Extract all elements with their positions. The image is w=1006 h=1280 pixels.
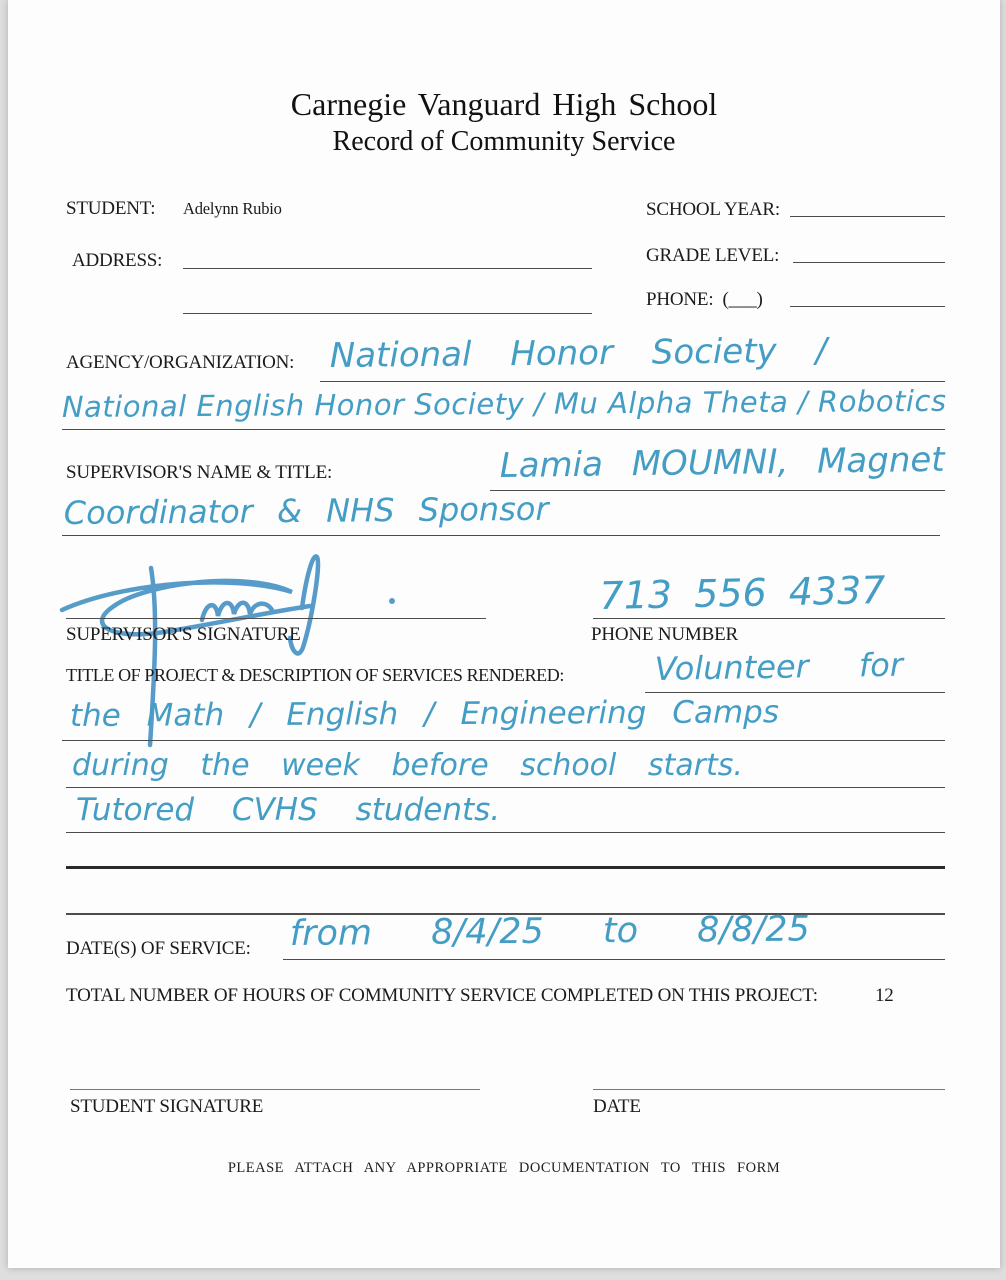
supervisor-line-1-rule (490, 490, 945, 491)
scanned-form-page (8, 0, 1000, 1268)
grade-level-label: GRADE LEVEL: (646, 245, 780, 266)
supervisor-name-title-label: SUPERVISOR'S NAME & TITLE: (66, 462, 333, 483)
phone-number-line (593, 618, 945, 619)
agency-line-2-rule (62, 429, 945, 430)
agency-handwriting-line1: National Honor Society / (329, 330, 828, 376)
project-handwriting-line2: the Math / English / Engineering Camps (69, 694, 780, 734)
project-handwriting-line3: during the week before school starts. (72, 748, 743, 783)
student-signature-line (70, 1089, 480, 1090)
student-name-value: Adelynn Rubio (183, 199, 282, 218)
supervisor-line-2-rule (62, 535, 940, 536)
footer-instruction: PLEASE ATTACH ANY APPROPRIATE DOCUMENTATION TO THIS FORM (227, 1160, 781, 1176)
address-label: ADDRESS: (72, 250, 163, 271)
project-handwriting-line4: Tutored CVHS students. (76, 792, 501, 828)
total-hours-value: 12 (875, 985, 894, 1006)
phone-label (646, 289, 763, 311)
dates-of-service-handwriting: from 8/4/25 to 8/8/25 (289, 909, 811, 954)
grade-level-line (793, 262, 945, 263)
student-label: STUDENT: (66, 198, 156, 219)
agency-label: AGENCY/ORGANIZATION: (66, 352, 295, 373)
phone-label-text: PHONE: (646, 289, 714, 310)
project-line-2-rule (62, 740, 945, 741)
project-handwriting-line1: Volunteer for (654, 645, 904, 688)
supervisor-signature-line (66, 618, 486, 619)
date-label: DATE (593, 1096, 641, 1117)
supervisor-handwriting-line1: Lamia MOUMNI, Magnet (499, 439, 945, 486)
school-year-line (790, 216, 945, 217)
supervisor-signature-label: SUPERVISOR'S SIGNATURE (66, 624, 301, 645)
school-name-title: Carnegie Vanguard High School (290, 86, 718, 122)
supervisor-phone-handwriting: 713 556 4337 (599, 568, 886, 618)
school-year-label: SCHOOL YEAR: (646, 199, 780, 220)
form-title: Record of Community Service (332, 126, 676, 157)
dates-of-service-label: DATE(S) OF SERVICE: (66, 938, 251, 959)
date-line (593, 1089, 945, 1090)
supervisor-handwriting-line2: Coordinator & NHS Sponsor (63, 489, 549, 532)
project-line-3-rule (66, 787, 945, 788)
project-line-4-rule (66, 832, 945, 833)
empty-description-line-thick (66, 866, 945, 869)
agency-line-1-rule (320, 381, 945, 382)
phone-area-paren: (___) (722, 289, 763, 310)
dates-of-service-line (283, 959, 945, 960)
project-line-1-rule (645, 692, 945, 693)
address-line-1 (183, 268, 592, 269)
address-line-2 (183, 313, 592, 314)
total-hours-label: TOTAL NUMBER OF HOURS OF COMMUNITY SERVICE COMPLETED ON THIS PROJECT: (66, 985, 818, 1006)
phone-number-label: PHONE NUMBER (591, 624, 738, 645)
agency-handwriting-line2: National English Honor Society / Mu Alpha Theta / Robotics (61, 383, 947, 424)
phone-line (790, 306, 945, 307)
project-description-label: TITLE OF PROJECT & DESCRIPTION OF SERVICES RENDERED: (66, 665, 564, 685)
student-signature-label: STUDENT SIGNATURE (70, 1096, 264, 1117)
